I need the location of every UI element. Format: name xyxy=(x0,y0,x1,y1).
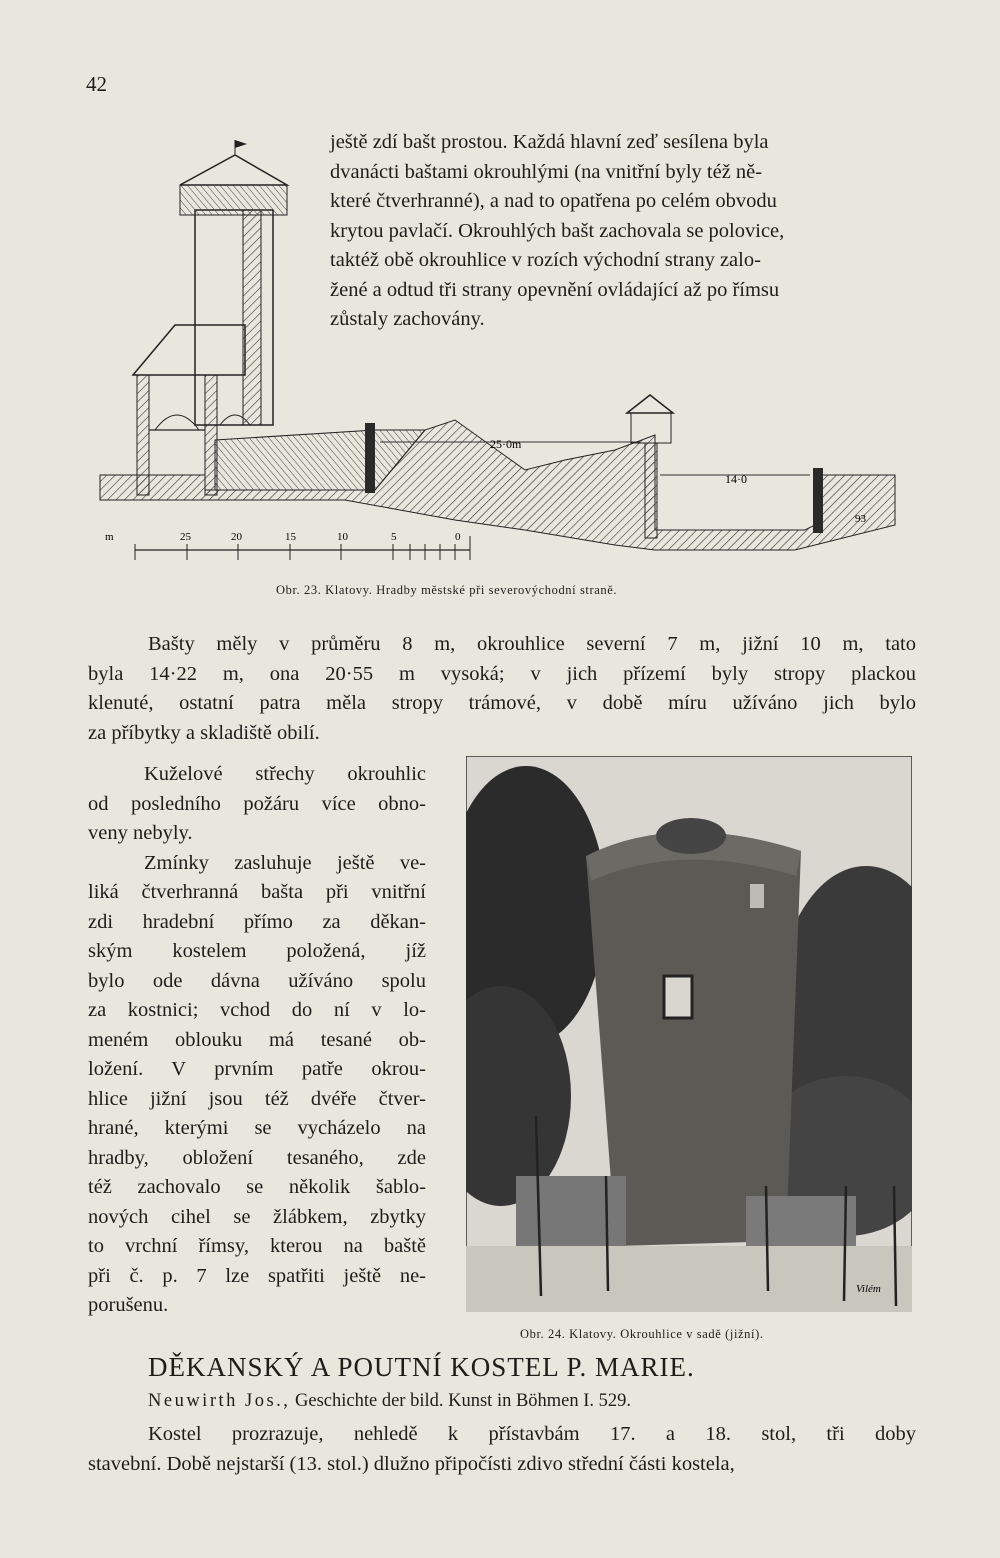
scale-label-10: 10 xyxy=(337,531,348,543)
intro-line: zůstaly zachovány. xyxy=(330,308,485,330)
column-line: hrané, kterými se vycházelo na xyxy=(88,1117,426,1139)
para-line: za příbytky a skladiště obilí. xyxy=(88,721,320,744)
column-line: nových cihel se žlábkem, zbytky xyxy=(88,1205,426,1228)
column-line: porušenu. xyxy=(88,1294,169,1316)
scale-label-5: 5 xyxy=(391,531,397,543)
figure-23-caption: Obr. 23. Klatovy. Hradby městské při severovýchodní straně. xyxy=(276,583,618,597)
column-line: veny nebyly. xyxy=(88,822,193,844)
dim-label-left: 25·0m xyxy=(490,437,522,451)
dim-label-right: 14·0 xyxy=(725,472,747,486)
para-line: stavební. Době nejstarší (13. stol.) dlužno připočísti zdivo střední části kostela, xyxy=(88,1452,735,1475)
drawing-signature: 93 xyxy=(855,513,866,525)
para-line: Bašty měly v průměru 8 m, okrouhlice severní 7 m, jižní 10 m, tato xyxy=(148,633,916,655)
column-line: zdi hradební přímo za děkan- xyxy=(88,910,426,933)
column-line: meném oblouku má tesané ob- xyxy=(88,1028,426,1051)
column-line: hlice jižní jsou též dvéře čtver- xyxy=(88,1087,426,1110)
figure-24-caption: Obr. 24. Klatovy. Okrouhlice v sadě (jižní). xyxy=(520,1327,764,1341)
intro-line: krytou pavlačí. Okrouhlých bašt zachovala se polovice, xyxy=(330,219,785,242)
column-line: hradby, obložení tesaného, zde xyxy=(88,1146,426,1169)
figure-24-tower-photo xyxy=(466,756,912,1312)
intro-line: dvanácti baštami okrouhlými (na vnitřní byly též ně- xyxy=(330,160,763,183)
paragraph-church xyxy=(88,1420,916,1479)
section-heading: DĚKANSKÝ A POUTNÍ KOSTEL P. MARIE. xyxy=(148,1352,695,1382)
column-line: od posledního požáru více obno- xyxy=(88,792,426,815)
intro-line: žené a odtud tři strany opevnění ovládající až po římsu xyxy=(330,278,780,301)
scale-label-25: 25 xyxy=(180,531,191,543)
column-line: Zmínky zasluhuje ještě ve- xyxy=(144,851,426,874)
paragraph-dimensions xyxy=(88,630,916,748)
para-line: klenuté, ostatní patra měla stropy trámové, v době míru užíváno jich bylo xyxy=(88,692,916,714)
page-number: 42 xyxy=(86,72,107,96)
intro-line: které čtverhranné), a nad to opatřena po celém obvodu xyxy=(330,190,777,212)
photo-signature: Vilém xyxy=(856,1283,881,1295)
text-column xyxy=(88,760,426,1321)
column-line: při č. p. 7 lze spatřiti ještě ne- xyxy=(88,1264,426,1287)
para-line: Kostel prozrazuje, nehledě k přístavbám 17. a 18. stol, tři doby xyxy=(148,1423,916,1445)
bibliography-reference xyxy=(148,1391,631,1412)
column-line: též zachovalo se několik šablo- xyxy=(88,1176,426,1198)
column-line: ložení. V prvním patře okrou- xyxy=(88,1058,426,1080)
scale-unit: m xyxy=(105,531,114,543)
column-line: liká čtverhranná bašta při vnitřní xyxy=(88,881,426,903)
intro-line: ještě zdí bašt prostou. Každá hlavní zeď sesílena byla xyxy=(330,131,769,153)
column-line: ským kostelem položená, jíž xyxy=(88,940,426,962)
column-line: to vrchní římsy, kterou na baště xyxy=(88,1235,426,1257)
scale-label-15: 15 xyxy=(285,531,296,543)
column-line: za kostnici; vchod do ní v lo- xyxy=(88,999,426,1021)
para-line: byla 14·22 m, ona 20·55 m vysoká; v jich přízemí byly stropy plackou xyxy=(88,662,916,685)
scale-label-20: 20 xyxy=(231,531,242,543)
intro-line: taktéž obě okrouhlice v rozích východní strany zalo- xyxy=(330,249,761,271)
column-line: Kuželové střechy okrouhlic xyxy=(144,763,426,785)
reference-author: Neuwirth Jos., xyxy=(148,1391,291,1411)
intro-paragraph xyxy=(330,128,922,335)
scale-label-0: 0 xyxy=(455,531,461,543)
column-line: bylo ode dávna užíváno spolu xyxy=(88,969,426,992)
reference-title: Geschichte der bild. Kunst in Böhmen I. 529. xyxy=(295,1391,632,1411)
